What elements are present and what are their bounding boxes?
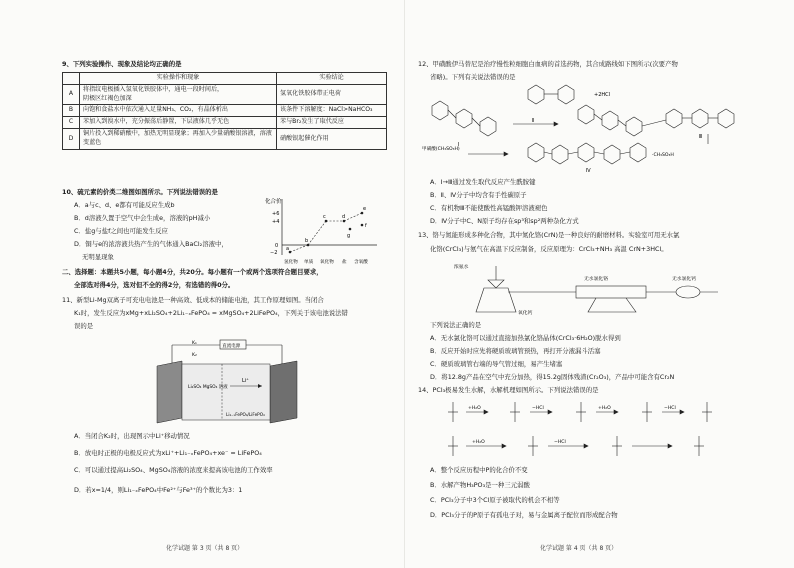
q12-option: A．Ⅰ→Ⅲ通过发生取代反应产生酰胺键 [430,178,536,186]
q10-stem: 10、硫元素的价类二维图如图所示。下列说法错误的是 [62,188,218,196]
compound-II: Ⅱ [532,118,535,124]
chart-xtick: 氢化物 [284,260,298,265]
mech-step-label: +H₂O [468,406,481,411]
q9-header-blank [63,73,80,85]
electrolyte-label: Li₂SO₄ MgSO₄ 溶液 [188,385,228,390]
chart-ylabel: 化合价 [265,199,282,205]
q10-option: 无明显现象 [82,253,114,261]
q10-option: A．a与c、d、e都有可能反应生成b [74,201,175,209]
q12-stem-line2: 省略)。下列有关说法错误的是 [430,73,516,81]
q11-option: D．若x=1/4，则Li₁₋ₓFePO₄中Fe²⁺与Fe³⁺的个数比为3：1 [74,486,243,494]
mech-step-label: −HCl [554,440,566,445]
q13-stem: 13、铬与氮能形成多种化合物，其中氮化铬(CrN)是一种良好的耐磨材料。实验室可用无水氯 [418,231,680,239]
q13-option: B．反应开始时应先将硬质玻璃管预热，再打开分液漏斗活塞 [430,347,601,355]
salt-label: ·CH₃SO₃H [652,153,674,158]
switch-k1: K₁ [192,341,197,346]
point-label: d [342,214,346,220]
q9-row-con: 硝酸银起催化作用 [277,129,387,150]
q12-option: B．Ⅱ、Ⅳ分子中均含有手性碳原子 [430,191,527,199]
chart-xtick: 单质 [304,260,314,265]
point-label: f [365,223,367,229]
q14-option: B．水解产物H₃PO₃是一种三元弱酸 [430,481,530,489]
q9-row-con: 苯与Br₂发生了取代反应 [277,117,387,129]
q10-option: C．盐g与盐f之间也可能发生反应 [74,227,168,235]
q9-row-op: 铜片投入到稀硝酸中，加热无明显现象；再加入少量硝酸银溶液，溶液变蓝色 [80,129,277,150]
q14-option: A．整个反应历程中P的化合价不变 [430,466,528,474]
cathode-label: Li₁₋ₓFePO₄/LiFePO₄ [226,412,265,417]
compound-IV: Ⅳ [586,168,591,174]
q11-option: C．可以通过提高Li₂SO₄、MgSO₄溶液的浓度来提高该电池的工作效率 [74,466,273,474]
reagent-label: 甲磺酸(CH₃SO₃H) [422,147,460,152]
q9-row-con: 氢氧化铁胶体带正电荷 [277,84,387,105]
q9-header-con: 实验结论 [277,73,387,85]
q12-stem: 12、甲磺酸伊马替尼是治疗慢性粒细胞白血病的首选药物，其合成路线如下图所示(次要产物 [418,60,678,68]
mech-step-label: −HCl [532,406,544,411]
hydrolysis-mechanism-diagram [436,398,736,462]
section-header-line2: 全部选对得4分，选对但不全的得2分，有选错的得0分。 [74,281,235,289]
q9-row-opt: A [63,84,80,105]
q12-option: C．有机物Ⅲ不能使酸性高锰酸钾溶液褪色 [430,204,548,212]
q11-option: B．放电时正极的电极反应式为xLi⁺+Li₁₋ₓFePO₄+xe⁻ = LiFePO₄ [74,449,262,457]
ion-label: Li⁺ [242,378,249,384]
q9-table [62,72,387,150]
apparatus-label-ammonia: 浓氨水 [454,265,469,270]
sulfur-valence-chart [262,193,382,273]
q11-option: A．当闭合K₂时，出现图示中Li⁺移动情况 [74,432,190,440]
apparatus-diagram [436,258,726,318]
table-row [63,117,387,129]
point-label: a [286,246,290,252]
q13-option: D．将12.8g产品在空气中充分加热，得15.2g固体残渣(Cr₂O₃)，产品中可能含有Cr₂N [430,373,675,381]
byproduct-label: +2HCl [594,92,611,98]
point-label: c [323,214,326,220]
q13-substem: 下列说法正确的是 [430,321,482,329]
q9-row-opt: C [63,117,80,129]
page-fold [404,0,405,568]
q13-option: C．硬质玻璃管右端的导气管过细，易产生堵塞 [430,360,563,368]
table-row [63,129,387,150]
q13-stem-line2: 化铬(CrCl₃)与氨气在高温下反应制备，反应原理为：CrCl₃+NH₃ 高温 CrN+3HCl。 [430,245,668,253]
battery-diagram [152,336,312,426]
synthesis-route-diagram [418,84,748,174]
left-footer: 化学试题 第 3 页（共 8 页） [166,545,244,552]
mech-step-label: +H₂O [472,440,485,445]
apparatus-label-cacl2: 无水氯化钙 [672,277,696,282]
q9-row-op: 苯加入到溴水中，充分振荡后静置，下层液体几乎无色 [80,117,277,129]
point-label: g [347,233,351,239]
mech-step-label: +H₂O [598,406,611,411]
q14-stem: 14、PCl₃极易发生水解，水解机理如图所示。下列说法错误的是 [418,386,599,394]
q9-row-con: 该条件下溶解度：NaCl>NaHCO₃ [277,105,387,117]
table-row [63,84,387,105]
meter-label: 直流电源 [222,344,241,349]
apparatus-label-crcl3: 无水氯化铬 [584,277,608,282]
chart-ytick: +4 [272,219,280,225]
q10-option: B．d溶液久置于空气中会生成e，溶液的pH减小 [74,214,211,222]
q9-row-opt: B [63,105,80,117]
q10-option: D．铜与e的浓溶液共热产生的气体通入BaCl₂溶液中， [74,240,228,248]
compound-III: Ⅲ [699,134,703,140]
q9-row-op: 将指纹电极插入氢氧化铁胶体中，通电一段时间后， 阴极区红褐色加深 [80,84,277,105]
compound-I: Ⅰ [458,142,460,148]
chart-xtick: 含氧酸 [354,260,368,265]
q14-option: D．PCl₃分子的P原子有孤电子对，易与金属离子配位而形成配合物 [430,511,618,519]
section-header: 二、选择题：本题共5小题，每小题4分，共20分。每小题有一个或两个选项符合题目要求， [62,268,323,276]
point-label: e [363,206,367,212]
q9-row-op: 向饱和食盐水中依次通入足量NH₃、CO₂，有晶体析出 [80,105,277,117]
apparatus-label-cao: 氧化钙 [518,311,533,316]
q9-stem: 9、下列实验操作、现象及结论均正确的是 [62,60,182,68]
chart-ytick: −2 [270,250,278,256]
q13-option: A．无水氯化铬可以通过直接加热氯化铬晶体(CrCl₃·6H₂O)脱水得到 [430,334,621,342]
point-label: b [305,238,309,244]
right-footer: 化学试题 第 4 页（共 8 页） [540,545,618,552]
q11-stem: 11、新型Li-Mg双离子可充电电池是一种高效、低成本的储能电池，其工作原理如图。当闭合 [62,296,324,304]
chart-ytick: 0 [275,243,279,249]
q12-option: D．Ⅳ分子中C、N原子均存在sp³和sp²两种杂化方式 [430,217,579,225]
chart-xtick: 盐 [342,260,347,265]
switch-k2: K₂ [192,353,197,358]
q11-stem-line2: K₁时，发生反应为xMg+xLi₂SO₄+2Li₁₋ₓFePO₄ = xMgSO₄+2LiFePO₄，下列关于该电池说法错 [74,309,348,317]
q11-stem-line3: 误的是 [74,322,94,330]
chart-xtick: 氧化物 [320,260,334,265]
q9-row-opt: D [63,129,80,150]
q14-option: C．PCl₃分子中3个Cl原子被取代的机会不相等 [430,496,560,504]
q9-header-op: 实验操作和现象 [80,73,277,85]
chart-ytick: +6 [272,211,280,217]
table-row [63,105,387,117]
mech-step-label: −HCl [664,406,676,411]
